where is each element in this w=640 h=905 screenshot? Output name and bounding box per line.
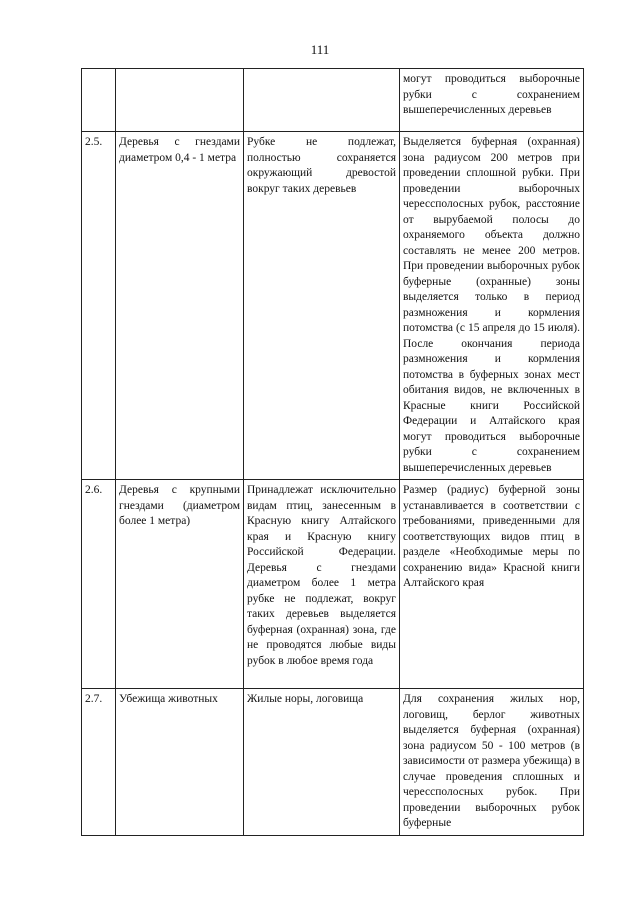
regime-cell: Принадлежат исключительно видам птиц, занесенным в Красную книгу Алтайского края и Красную книгу Российской Федерации. Деревья с гнездами диаметром более 1 метра рубке не подлежат, вокруг таких деревьев выделяется буферная (охранная) зона, где не проводятся любые виды рубок в любое время года — [244, 480, 400, 689]
table-row-2-7 — [82, 689, 584, 836]
regime-cell — [244, 69, 400, 132]
regime-cell: Рубке не подлежат, полностью сохраняется окружающий древостой вокруг таких деревьев — [244, 132, 400, 480]
regime-cell: Жилые норы, логовища — [244, 689, 400, 836]
object-cell: Деревья с крупными гнездами (диаметром более 1 метра) — [116, 480, 244, 689]
object-cell: Убежища животных — [116, 689, 244, 836]
row-number-cell: 2.5. — [82, 132, 116, 480]
measures-cell: Размер (радиус) буферной зоны устанавливается в соответствии с требованиями, приведенными для соответствующих видов птиц в разделе «Необходимые меры по сохранению вида» Красной книги Алтайского края — [400, 480, 584, 689]
row-number-cell: 2.6. — [82, 480, 116, 689]
measures-cell: могут проводиться выборочные рубки с сохранением вышеперечисленных деревьев — [400, 69, 584, 132]
measures-cell: Для сохранения жилых нор, логовищ, берлог животных выделяется буферная (охранная) зона радиусом 50 - 100 метров (в зависимости от размера убежища) в случае проведения сплошных и черессполосных рубок. При проведении выборочных рубок буферные — [400, 689, 584, 836]
row-number-cell — [82, 69, 116, 132]
table-row-continuation — [82, 69, 584, 132]
measures-cell: Выделяется буферная (охранная) зона радиусом 200 метров при проведении сплошной рубки. При проведении выборочных черессполосных рубок, расстояние от вырубаемой полосы до охраняемого объекта должно составлять не менее 200 метров. При проведении выборочных рубок буферные (охранные) зоны выделяется только в период размножения и кормления потомства (с 15 апреля до 15 июля). После окончания периода размножения и кормления потомства в буферных зонах мест обитания видов, не включенных в Красные книги Российской Федерации и Алтайского края могут проводиться выборочные рубки с сохранением вышеперечисленных деревьев — [400, 132, 584, 480]
row-number-cell: 2.7. — [82, 689, 116, 836]
page-number: 111 — [310, 42, 330, 57]
table-row-2-6 — [82, 480, 584, 689]
object-cell: Деревья с гнездами диаметром 0,4 - 1 метра — [116, 132, 244, 480]
regulations-table — [81, 68, 584, 836]
object-cell — [116, 69, 244, 132]
table-row-2-5 — [82, 132, 584, 480]
